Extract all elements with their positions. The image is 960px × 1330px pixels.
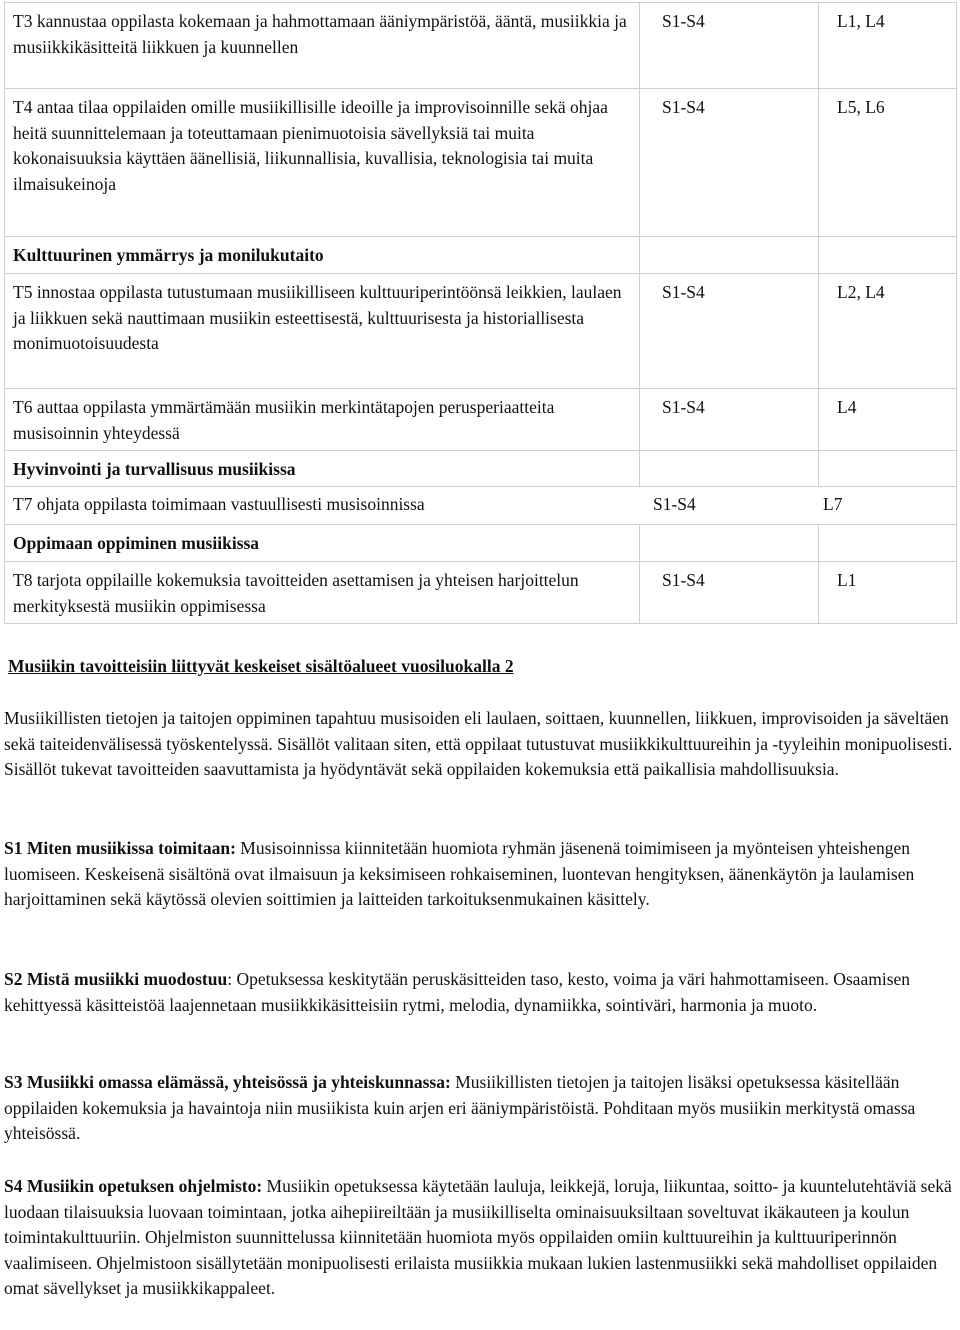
competence-cell: L2, L4	[819, 274, 957, 389]
goal-cell	[5, 487, 957, 525]
goals-table	[4, 2, 957, 624]
content-cell: S1-S4	[640, 3, 819, 89]
competence-cell: L1	[819, 562, 957, 624]
s4-title: S4 Musiikin opetuksen ohjelmisto:	[4, 1176, 263, 1196]
goal-text: T7 ohjata oppilasta toimimaan vastuullisesti musisoinnissa	[13, 494, 425, 514]
goal-cell: T8 tarjota oppilaille kokemuksia tavoitteiden asettamisen ja yhteisen harjoittelun merkityksestä musiikin oppimisessa	[5, 562, 640, 624]
s3-title: S3 Musiikki omassa elämässä, yhteisössä ja yhteiskunnassa:	[4, 1072, 451, 1092]
s2-title: S2 Mistä musiikki muodostuu	[4, 969, 228, 989]
table-row	[5, 274, 957, 389]
goal-cell: T3 kannustaa oppilasta kokemaan ja hahmottamaan ääniympäristöä, ääntä, musiikkia ja musiikkikäsitteitä liikkuen ja kuunnellen	[5, 3, 640, 89]
section-heading-cell: Oppimaan oppiminen musiikissa	[5, 525, 640, 562]
goal-cell: T5 innostaa oppilasta tutustumaan musiikilliseen kulttuuriperintöönsä leikkien, laulaen ja liikkuen sekä nauttimaan musiikin esteettisestä, kulttuurisesta ja historiallisesta monimuotoisuudesta	[5, 274, 640, 389]
content-cell: S1-S4	[640, 562, 819, 624]
section-heading-cell: Hyvinvointi ja turvallisuus musiikissa	[5, 451, 640, 487]
s2-paragraph	[4, 967, 954, 1018]
s1-title: S1 Miten musiikissa toimitaan:	[4, 838, 236, 858]
content-cell: S1-S4	[640, 389, 819, 451]
competence-cell: L1, L4	[819, 3, 957, 89]
table-row	[5, 389, 957, 451]
s4-text: Musiikin opetuksessa käytetään lauluja, leikkejä, loruja, liikuntaa, soitto- ja kuuntelutehtäviä sekä luodaan tilaisuuksia luovaan toimintaan, jotka aihepiireiltään ja musiikilliselta ominaisuuksiltaan soveltuvat ikäkauteen ja koulun toimintakulttuuriin. Ohjelmiston suunnittelussa kiinnitetään huomiota myös oppilaiden omiin kulttuureihin ja kulttuuriperinnön vaalimiseen. Ohjelmistoon sisällytetään monipuolisesti erilaista musiikkia mukaan lukien lastenmusiikki sekä mahdolliset oppilaiden omat sävellykset ja musiikkikappaleet.	[4, 1176, 952, 1299]
table-row	[5, 525, 957, 562]
content-text: S1-S4	[653, 494, 696, 514]
s3-text: Musiikillisten tietojen ja taitojen lisäksi opetuksessa käsitellään oppilaiden kokemuksia ja havaintoja niin musiikista kuin arjen eri ääniympäristöistä. Pohditaan myös musiikin merkitystä omassa yhteisössä.	[4, 1072, 916, 1144]
competence-cell: L4	[819, 389, 957, 451]
goal-cell: T6 auttaa oppilasta ymmärtämään musiikin merkintätapojen perusperiaatteita musisoinnin yhteydessä	[5, 389, 640, 451]
content-cell: S1-S4	[640, 274, 819, 389]
competence-text: L7	[823, 494, 843, 514]
goal-cell: T4 antaa tilaa oppilaiden omille musiikillisille ideoille ja improvisoinnille sekä ohjaa heitä suunnittelemaan ja toteuttamaan pienimuotoisia sävellyksiä tai muita kokonaisuuksia käyttäen äänellisiä, liikunnallisia, kuvallisia, teknologisia tai muita ilmaisukeinoja	[5, 89, 640, 237]
section-heading-cell: Kulttuurinen ymmärrys ja monilukutaito	[5, 237, 640, 274]
table-row	[5, 562, 957, 624]
s1-paragraph	[4, 836, 954, 913]
s3-paragraph	[4, 1070, 954, 1147]
section-title: Musiikin tavoitteisiin liittyvät keskeiset sisältöalueet vuosiluokalla 2	[8, 656, 514, 676]
table-row	[5, 451, 957, 487]
content-cell: S1-S4	[640, 89, 819, 237]
table-row	[5, 237, 957, 274]
s2-text: : Opetuksessa keskitytään peruskäsitteiden taso, kesto, voima ja väri hahmottamiseen. Osaamisen kehittyessä käsitteistöä laajennetaan musiikkikäsitteisiin rytmi, melodia, dynamiikka, sointiväri, harmonia ja muoto.	[4, 969, 911, 1015]
intro-paragraph: Musiikillisten tietojen ja taitojen oppiminen tapahtuu musisoiden eli laulaen, soittaen, kuunnellen, liikkuen, improvisoiden ja säveltäen sekä taiteidenvälisessä työskentelyssä. Sisällöt valitaan siten, että oppilaat tutustuvat musiikkikulttuureihin ja -tyyleihin monipuolisesti. Sisällöt tukevat tavoitteiden saavuttamista ja hyödyntävät sekä oppilaiden kokemuksia että paikallisia mahdollisuuksia.	[4, 708, 953, 780]
table-row	[5, 487, 957, 525]
table-row	[5, 89, 957, 237]
s4-paragraph	[4, 1174, 954, 1302]
s1-text: Musisoinnissa kiinnitetään huomiota ryhmän jäsenenä toimimiseen ja myönteisen yhteishengen luomiseen. Keskeisenä sisältönä ovat ilmaisuun ja keksimiseen rohkaiseminen, luontevan hengityksen, äänenkäytön ja laulamisen harjoittaminen sekä käytössä olevien soittimien ja laitteiden tarkoituksenmukainen käsittely.	[4, 838, 915, 910]
competence-cell: L5, L6	[819, 89, 957, 237]
table-row	[5, 3, 957, 89]
